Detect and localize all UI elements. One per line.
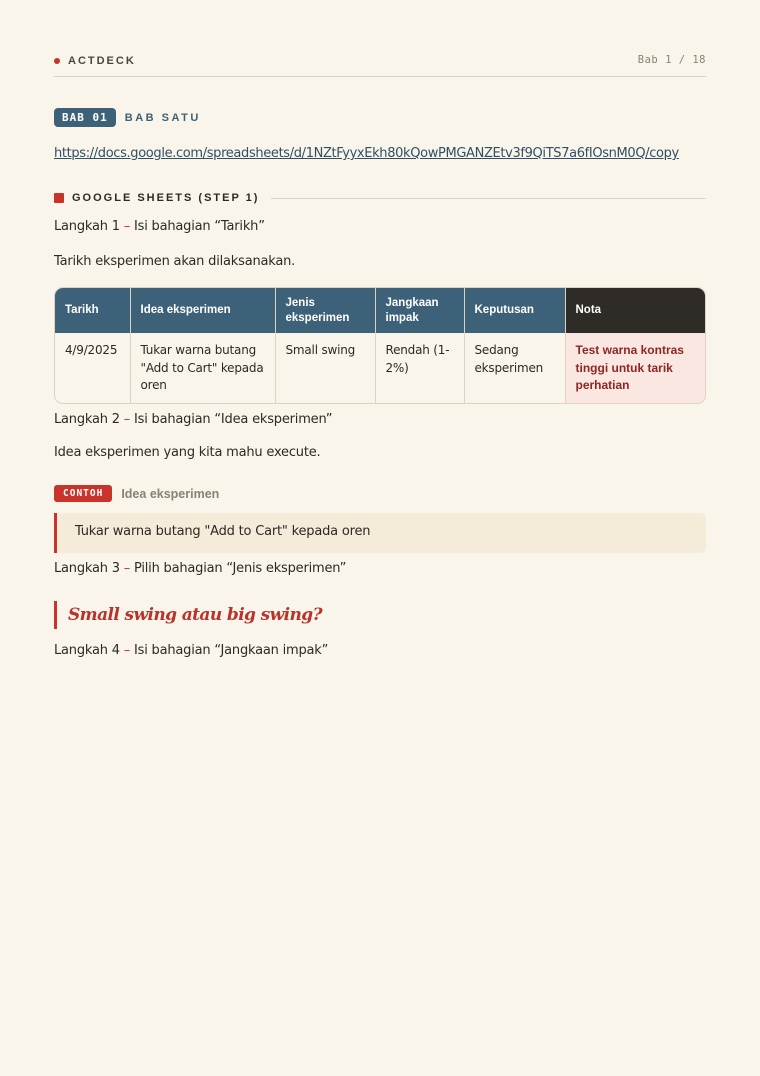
step-2-text: Isi bahagian “Idea eksperimen” — [134, 412, 333, 427]
header-tarikh: Tarikh — [55, 288, 130, 333]
example-quote-text: Tukar warna butang "Add to Cart" kepada oren — [75, 524, 371, 539]
idea-description: Idea eksperimen yang kita mahu execute. — [54, 445, 321, 460]
brand-name: ACTDECK — [68, 55, 136, 67]
cell-jenis: Small swing — [275, 333, 375, 403]
cell-jangkaan: Rendah (1-2%) — [375, 333, 464, 403]
chapter-badge: BAB 01 — [54, 108, 116, 127]
step-4-prefix: Langkah 4 — [54, 643, 120, 658]
tarikh-description: Tarikh eksperimen akan dilaksanakan. — [54, 254, 296, 269]
step-3-text: Pilih bahagian “Jenis eksperimen” — [134, 561, 347, 576]
cell-tarikh: 4/9/2025 — [55, 333, 130, 403]
step-4 — [54, 643, 328, 658]
spreadsheet-link[interactable]: https://docs.google.com/spreadsheets/d/1NZtFyyxEkh80kQowPMGANZEtv3f9QiTS7a6fIOsnM0Q/copy — [54, 146, 679, 161]
section-title: GOOGLE SHEETS (STEP 1) — [72, 192, 260, 204]
example-badge: CONTOH — [54, 485, 112, 502]
header-keputusan: Keputusan — [464, 288, 565, 333]
header-jenis: Jenis eksperimen — [275, 288, 375, 333]
step-3-separator: – — [123, 561, 131, 576]
chapter-heading — [54, 108, 201, 127]
header-idea: Idea eksperimen — [130, 288, 275, 333]
table-row — [55, 333, 705, 403]
section-square-icon — [54, 193, 64, 203]
step-2 — [54, 412, 332, 427]
callout-text: Small swing atau big swing? — [68, 605, 322, 625]
step-4-text: Isi bahagian “Jangkaan impak” — [134, 643, 329, 658]
table-header-row — [55, 288, 705, 333]
step-1-prefix: Langkah 1 — [54, 219, 120, 234]
step-3-prefix: Langkah 3 — [54, 561, 120, 576]
step-2-separator: – — [123, 412, 131, 427]
section-heading — [54, 192, 706, 204]
example-label: Idea eksperimen — [121, 486, 220, 501]
experiment-table — [54, 287, 706, 404]
header-nota: Nota — [565, 288, 705, 333]
cell-keputusan: Sedang eksperimen — [464, 333, 565, 403]
page-header — [54, 52, 706, 77]
swing-callout — [54, 601, 322, 629]
section-divider — [271, 198, 706, 199]
cell-idea: Tukar warna butang "Add to Cart" kepada oren — [130, 333, 275, 403]
chapter-title: BAB SATU — [124, 111, 201, 124]
brand — [54, 55, 136, 67]
cell-nota: Test warna kontras tinggi untuk tarik perhatian — [565, 333, 705, 403]
step-2-prefix: Langkah 2 — [54, 412, 120, 427]
brand-dot-icon — [54, 58, 60, 64]
step-1 — [54, 219, 265, 234]
example-quote — [54, 513, 706, 553]
page-indicator: Bab 1 / 18 — [637, 54, 706, 66]
step-1-text: Isi bahagian “Tarikh” — [134, 219, 265, 234]
example-heading — [54, 485, 219, 502]
header-jangkaan: Jangkaan impak — [375, 288, 464, 333]
step-1-separator: – — [123, 219, 131, 234]
step-4-separator: – — [123, 643, 131, 658]
step-3 — [54, 561, 346, 576]
